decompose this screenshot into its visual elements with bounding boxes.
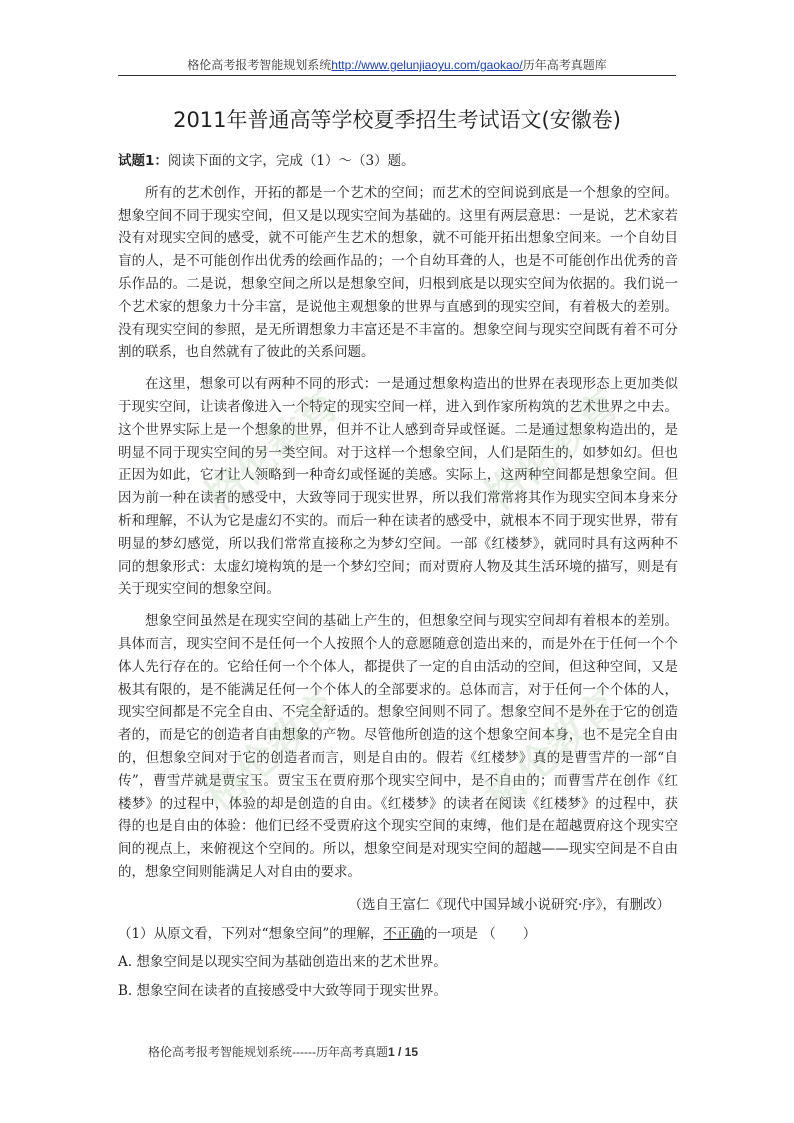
watermark-logo: 格伦教育 xyxy=(196,382,349,521)
page-title: 2011年普通高等学校夏季招生考试语文(安徽卷) xyxy=(173,108,621,132)
sub-question-emphasis: 不正确 xyxy=(383,925,424,942)
source-citation: （选自王富仁《现代中国异域小说研究·序》，有删改） xyxy=(348,896,670,913)
header-suffix: 历年高考真题库 xyxy=(522,58,607,72)
sub-question-prefix: （1）从原文看，下列对“想象空间”的理解， xyxy=(118,925,384,942)
page-header xyxy=(118,56,676,76)
page-number: 1 / 15 xyxy=(387,1045,419,1059)
document-body xyxy=(118,150,678,1003)
footer-text: 格伦高考报考智能规划系统------历年高考真题 xyxy=(148,1045,388,1059)
passage-paragraph: 所有的艺术创作，开拓的都是一个艺术的空间；而艺术的空间说到底是一个想象的空间。想象空间不同于现实空间，但又是以现实空间为基础的。这里有两层意思：一是说，艺术家若没有对现实空间的感受，就不可能产生艺术的想象，就不可能开拓出想象空间来。一个自幼目盲的人，是不可能创作出优秀的绘画作品的；一个自幼耳聋的人，也是不可能创作出优秀的音乐作品的。二是说，想象空间之所以是想象空间，归根到底是以现实空间为依据的。我们说一个艺术家的想象力十分丰富，是说他主观想象的世界与直感到的现实空间，有着极大的差别。没有现实空间的参照，是无所谓想象力丰富还是不丰富的。想象空间与现实空间既有着不可分割的联系，也自然就有了彼此的关系问题。 xyxy=(118,184,678,361)
watermark-logo: 格伦教育 xyxy=(196,682,349,821)
option-b: B. 想象空间在读者的直接感受中大致等同于现实世界。 xyxy=(118,983,448,1000)
page-footer xyxy=(148,1043,418,1061)
header-prefix: 格伦高考报考智能规划系统 xyxy=(187,58,332,72)
sub-question xyxy=(118,923,678,946)
passage-paragraph: 在这里，想象可以有两种不同的形式：一是通过想象构造出的世界在表现形态上更加类似于现实空间，让读者像进入一个特定的现实空间一样，进入到作家所构筑的艺术世界之中去。这个世界实际上是一个想象的世界，但并不让人感到奇异或怪诞。二是通过想象构造出的，是明显不同于现实空间的另一类空间。对于这样一个想象空间，人们是陌生的，如梦如幻。但也正因为如此，它才让人领略到一种奇幻或怪诞的美感。实际上，这两种空间都是想象空间。但因为前一种在读者的感受中，大致等同于现实世界，所以我们常常将其作为现实空间本身来分析和理解，不认为它是虚幻不实的。而后一种在读者的感受中，就根本不同于现实世界，带有明显的梦幻感觉，所以我们常常直接称之为梦幻空间。一部《红楼梦》，就同时具有这两种不同的想象形式：太虚幻境构筑的是一个梦幻空间；而对贾府人物及其生活环境的描写，则是有关于现实空间的想象空间。 xyxy=(118,376,678,598)
question-heading xyxy=(118,150,678,173)
question-intro: 阅读下面的文字，完成（1）～（3）题。 xyxy=(167,153,415,169)
option-a: A. 想象空间是以现实空间为基础创造出来的艺术世界。 xyxy=(118,954,447,971)
watermark-logo: 格伦教育 xyxy=(476,682,629,821)
header-link[interactable]: http://www.gelunjiaoyu.com/gaokao/ xyxy=(331,58,523,72)
question-label: 试题1： xyxy=(118,153,168,169)
sub-question-suffix: 的一项是 （ ） xyxy=(423,925,537,942)
passage-paragraph: 想象空间虽然是在现实空间的基础上产生的，但想象空间与现实空间却有着根本的差别。具体而言，现实空间不是任何一个人按照个人的意愿随意创造出来的，而是外在于任何一个个体人先行存在的。它给任何一个个体人，都提供了一定的自由活动的空间，但这种空间，又是极其有限的，是不能满足任何一个个体人的全部要求的。总体而言，对于任何一个个体的人，现实空间都是不完全自由、不完全舒适的。想象空间则不同了。想象空间不是外在于它的创造者的，而是它的创造者自由想象的产物。尽管他所创造的这个想象空间本身，也不是完全自由的，但想象空间对于它的创造者而言，则是自由的。假若《红楼梦》真的是曹雪芹的一部“自传”，曹雪芹就是贾宝玉。贾宝玉在贾府那个现实空间中，是不自由的；而曹雪芹在创作《红楼梦》的过程中，体验的却是创造的自由。《红楼梦》的读者在阅读《红楼梦》的过程中，获得的也是自由的体验：他们已经不受贾府这个现实空间的束缚，他们是在超越贾府这个现实空间的视点上，来俯视这个空间的。所以，想象空间是对现实空间的超越——现实空间是不自由的，想象空间则能满足人对自由的要求。 xyxy=(118,613,678,880)
watermark-logo: 格伦教育 xyxy=(476,382,629,521)
